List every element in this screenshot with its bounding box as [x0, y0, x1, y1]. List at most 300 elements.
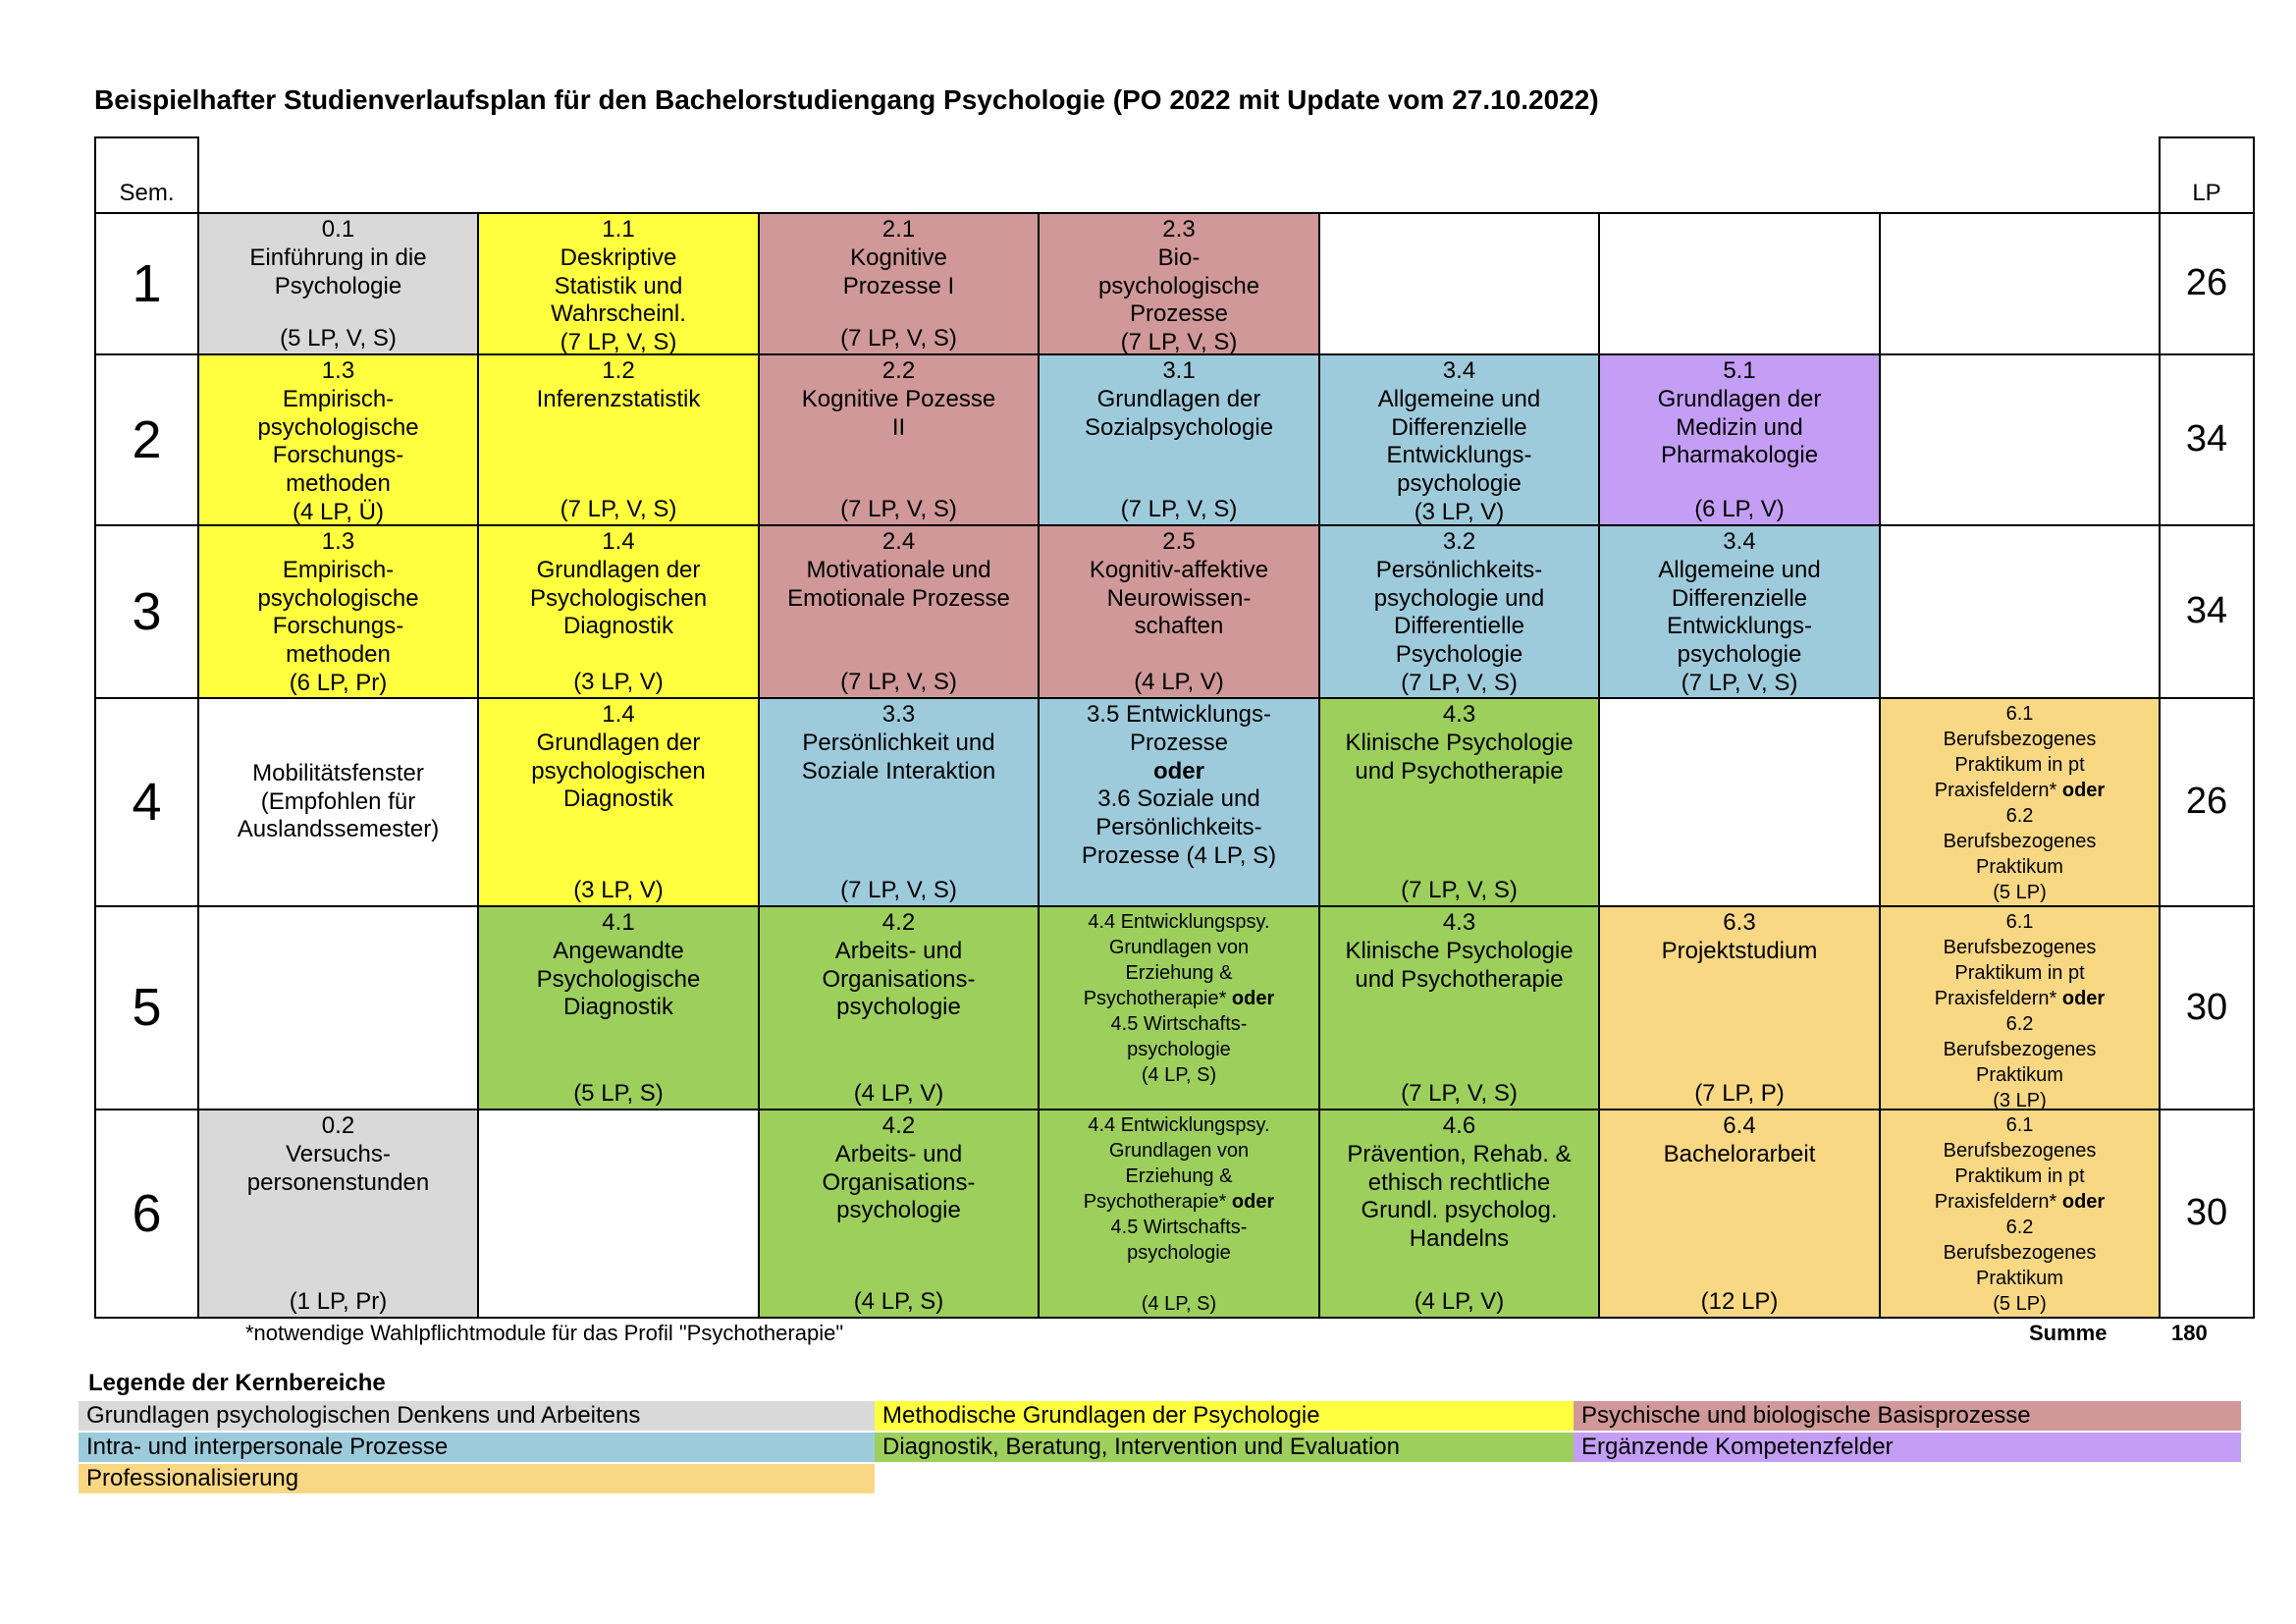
module-title-line: Motivationale und — [806, 556, 991, 583]
module-cell — [478, 213, 759, 354]
module-cell — [1880, 698, 2160, 906]
module-title — [551, 214, 686, 329]
module-credits — [293, 499, 384, 527]
module-title — [247, 1110, 429, 1197]
module-title — [249, 214, 426, 300]
module-title-line: Allgemeine und — [1658, 556, 1821, 583]
module-number: 0.2 — [321, 1112, 355, 1139]
module-title-line: Soziale Interaktion — [801, 757, 996, 785]
module-title — [1664, 1110, 1816, 1169]
module-title-line: Psychotherapie* oder — [1083, 1191, 1275, 1213]
module-title-line: Bio- — [1157, 244, 1201, 271]
legend-item: Methodische Grundlagen der Psychologie — [875, 1401, 1574, 1431]
credits-text: (6 LP, V) — [1694, 496, 1785, 523]
module-title-line: (3 LP) — [1993, 1090, 2047, 1111]
module-title-line: Diagnostik — [562, 994, 674, 1021]
module-cell — [478, 354, 759, 525]
module-number: 3.5 Entwicklungs- — [1086, 701, 1272, 728]
module-cell — [1599, 1110, 1880, 1318]
semester-number: 1 — [95, 213, 198, 354]
module-title-line: Projektstudium — [1661, 937, 1818, 964]
credits-text: (4 LP, S) — [853, 1288, 944, 1316]
credits-text: (7 LP, V, S) — [1681, 669, 1798, 696]
module-cell — [198, 213, 478, 354]
module-cell — [198, 354, 478, 525]
module-credits — [1415, 1288, 1505, 1317]
module-title-line: Praxisfeldern* oder — [1934, 780, 2106, 801]
semester-row — [95, 354, 2254, 525]
module-title — [1935, 907, 2105, 1113]
cell-text: (Empfohlen für — [260, 787, 416, 815]
module-cell — [1319, 525, 1599, 698]
header-row — [95, 137, 2254, 213]
module-title-line: Versuchs- — [286, 1140, 391, 1167]
module-title-line: Differentielle — [1394, 613, 1524, 640]
module-title-line: psychologische — [257, 413, 419, 441]
credits-text: (7 LP, V, S) — [840, 496, 957, 523]
module-cell — [759, 213, 1039, 354]
module-title-line: (5 LP) — [1993, 882, 2047, 903]
credits-text: (5 LP, V, S) — [280, 325, 397, 352]
module-title — [802, 699, 995, 785]
credits-text: (7 LP, V, S) — [1401, 877, 1518, 904]
credits-text: (7 LP, P) — [1694, 1080, 1785, 1108]
semester-lp: 30 — [2160, 1110, 2254, 1318]
module-title-line: psychologie und — [1373, 584, 1545, 612]
empty-cell — [1880, 525, 2160, 698]
module-title — [531, 699, 705, 814]
module-title-line: Diagnostik — [562, 785, 674, 813]
module-title-line: Entwicklungs- — [1666, 613, 1813, 640]
module-title-line: 6.2 — [2005, 1013, 2034, 1035]
header-spacer — [198, 137, 2160, 213]
credits-text: (7 LP, V, S) — [560, 329, 677, 356]
module-title-line: Kognitive Pozesse — [801, 385, 996, 412]
module-title-line: Prävention, Rehab. & — [1347, 1140, 1572, 1167]
credits-text: (3 LP, V) — [573, 877, 664, 904]
module-credits — [840, 496, 957, 524]
credits-text: (3 LP, V) — [1414, 498, 1505, 525]
module-title — [843, 214, 954, 300]
module-title-line: Bachelorarbeit — [1663, 1140, 1816, 1167]
module-title — [537, 907, 701, 1022]
module-title-line: Allgemeine und — [1377, 385, 1541, 412]
module-title-line: Psychologie — [274, 272, 402, 299]
module-title-line: (4 LP, S) — [1141, 1064, 1217, 1086]
module-title-line: Klinische Psychologie — [1345, 937, 1574, 964]
module-title-line: (5 LP) — [1993, 1293, 2047, 1315]
module-title-line: Psychologie — [1395, 641, 1523, 669]
credits-text: (7 LP, V, S) — [1120, 329, 1238, 356]
module-title — [1935, 699, 2105, 905]
module-title-line: Grundlagen von — [1108, 937, 1250, 958]
module-title — [530, 526, 707, 641]
module-credits — [1682, 670, 1798, 698]
module-cell — [1039, 906, 1319, 1110]
module-title-line: Grundlagen der — [536, 556, 701, 583]
credits-text: (7 LP, V, S) — [1401, 669, 1518, 696]
module-title-line: Praktikum in pt — [1954, 1165, 2085, 1187]
module-title — [257, 526, 418, 670]
study-plan-table — [94, 136, 2255, 1319]
module-title-line: Empirisch- — [282, 385, 395, 412]
module-credits — [290, 670, 388, 698]
module-title-line: Differenzielle — [1671, 584, 1808, 612]
module-title-line: psychologie — [1127, 1242, 1231, 1264]
summe-label: Summe — [2029, 1321, 2108, 1345]
module-number: 3.3 — [881, 701, 916, 728]
legend-item: Grundlagen psychologischen Denkens und Arbeitens — [79, 1401, 875, 1431]
credits-text: (5 LP, S) — [573, 1080, 664, 1108]
module-number: 4.3 — [1442, 909, 1476, 936]
credits-text: (4 LP, V) — [1134, 669, 1224, 696]
module-title — [802, 355, 995, 442]
module-cell — [198, 698, 478, 906]
module-title-line: und Psychotherapie — [1355, 965, 1564, 993]
page-title: Beispielhafter Studienverlaufsplan für den Bachelorstudiengang Psychologie (PO 2022 mit Update vom 27.10.2022) — [94, 84, 1599, 115]
module-number: 3.1 — [1162, 357, 1196, 384]
module-title — [537, 355, 701, 414]
semester-lp: 26 — [2160, 213, 2254, 354]
module-title — [1085, 355, 1273, 442]
empty-cell — [1599, 698, 1880, 906]
module-number: 2.1 — [881, 216, 916, 243]
module-title-line: Arbeits- und — [834, 937, 963, 964]
module-title — [787, 526, 1010, 613]
module-cell — [1319, 906, 1599, 1110]
module-title-line: psychologie — [1397, 470, 1522, 498]
module-number: 3.4 — [1723, 528, 1756, 555]
module-title — [1084, 907, 1275, 1088]
module-title-line: Prozesse — [1129, 729, 1229, 756]
semester-header: Sem. — [95, 137, 198, 213]
module-credits — [840, 325, 957, 353]
module-title-line: Praxisfeldern* oder — [1934, 988, 2106, 1009]
module-credits — [573, 877, 664, 905]
module-title-line: Berufsbezogenes — [1943, 937, 2097, 958]
module-title-line: Persönlichkeit und — [802, 729, 995, 756]
module-title-line: Berufsbezogenes — [1943, 729, 2097, 750]
cell-text: Mobilitätsfenster — [252, 759, 424, 786]
module-number: 5.1 — [1723, 357, 1756, 384]
module-title — [1935, 1110, 2105, 1317]
legend-item: Diagnostik, Beratung, Intervention und Evaluation — [875, 1433, 1574, 1462]
module-title-line: Berufsbezogenes — [1943, 1242, 2097, 1264]
credits-text: (7 LP, V, S) — [840, 325, 957, 352]
module-title-line: Angewandte — [553, 937, 684, 964]
module-credits — [280, 325, 397, 353]
semester-row — [95, 1110, 2254, 1318]
module-title-line: Persönlichkeits- — [1375, 556, 1543, 583]
module-title-line: Praktikum in pt — [1954, 754, 2085, 776]
credits-text: (4 LP, S) — [1141, 1293, 1217, 1315]
empty-cell — [1599, 213, 1880, 354]
module-title-line: Diagnostik — [562, 613, 674, 640]
module-credits — [1121, 496, 1238, 524]
module-title-line: Grundl. psycholog. — [1361, 1197, 1558, 1224]
module-credits — [1142, 1291, 1216, 1317]
module-title — [1084, 1110, 1275, 1266]
module-title — [822, 1110, 975, 1225]
module-credits — [840, 877, 957, 905]
module-title-line: Praktikum — [1976, 856, 2063, 878]
module-title-line: Einführung in die — [249, 244, 427, 271]
module-title-line: Organisations- — [822, 1168, 976, 1196]
module-title-line: psychologie — [836, 994, 961, 1021]
module-cell — [1039, 1110, 1319, 1318]
module-title-line: Kognitive — [850, 244, 947, 271]
credits-text: (4 LP, V) — [853, 1080, 944, 1108]
module-number: 6.1 — [2005, 911, 2034, 933]
legend-item: Psychische und biologische Basisprozesse — [1574, 1401, 2241, 1431]
module-number: 2.5 — [1162, 528, 1196, 555]
module-title-line: psychologie — [1127, 1039, 1231, 1060]
module-title-line: Prozesse — [1129, 300, 1229, 328]
module-title-line: Medizin und — [1676, 413, 1803, 441]
module-title-line: methoden — [286, 641, 391, 669]
credits-text: (4 LP, Ü) — [293, 498, 384, 525]
credits-text: (7 LP, V, S) — [840, 669, 957, 696]
empty-cell — [1319, 213, 1599, 354]
module-title — [1658, 355, 1822, 470]
credits-text: (4 LP, V) — [1414, 1288, 1505, 1316]
module-title — [1098, 214, 1259, 329]
module-number: 4.2 — [881, 909, 916, 936]
module-title-line: 6.2 — [2005, 805, 2034, 827]
module-cell — [198, 525, 478, 698]
module-title — [1090, 526, 1268, 641]
module-cell — [759, 525, 1039, 698]
module-title-line: Berufsbezogenes — [1943, 1039, 2097, 1060]
empty-cell — [198, 906, 478, 1110]
module-credits — [1401, 1080, 1518, 1109]
summe-value: 180 — [2171, 1321, 2208, 1345]
module-number: 1.3 — [321, 357, 355, 384]
module-title-line: Empirisch- — [282, 556, 395, 583]
module-title-line: Organisations- — [822, 965, 976, 993]
module-title-line: und Psychotherapie — [1355, 757, 1564, 785]
module-number: 1.1 — [602, 216, 635, 243]
module-title-line: Erziehung & — [1125, 1165, 1233, 1187]
module-number: 4.4 Entwicklungspsy. — [1088, 1114, 1270, 1136]
module-credits — [854, 1288, 944, 1317]
module-number: 3.2 — [1442, 528, 1476, 555]
module-credits — [573, 1080, 664, 1109]
module-title-line: Emotionale Prozesse — [787, 584, 1010, 612]
module-title-line: ethisch rechtliche — [1367, 1168, 1551, 1196]
module-title-line: Berufsbezogenes — [1943, 831, 2097, 852]
module-title-line: Sozialpsychologie — [1084, 413, 1274, 441]
module-cell — [1039, 525, 1319, 698]
module-title-line: personenstunden — [246, 1168, 430, 1196]
module-title-line: Psychologische — [536, 965, 701, 993]
module-title-line: Praktikum in pt — [1954, 962, 2085, 984]
module-title-line: oder — [1152, 757, 1204, 785]
credits-text: (7 LP, V, S) — [1120, 496, 1238, 523]
module-title — [1345, 699, 1573, 785]
module-number: 2.4 — [881, 528, 916, 555]
module-title-line: Arbeits- und — [834, 1140, 963, 1167]
module-title-line: 3.6 Soziale und — [1097, 785, 1260, 813]
credits-text: (7 LP, V, S) — [840, 877, 957, 904]
module-cell — [478, 525, 759, 698]
semester-number: 3 — [95, 525, 198, 698]
module-title-line: Handelns — [1409, 1225, 1510, 1253]
module-credits — [1134, 669, 1224, 697]
module-title-line: Berufsbezogenes — [1943, 1140, 2097, 1162]
module-title-line: psychologie — [1677, 641, 1802, 669]
module-cell — [1599, 906, 1880, 1110]
module-title-line: Klinische Psychologie — [1345, 729, 1574, 756]
module-cell — [1039, 354, 1319, 525]
semester-row — [95, 698, 2254, 906]
semester-lp: 26 — [2160, 698, 2254, 906]
semester-row — [95, 213, 2254, 354]
module-credits — [1694, 496, 1785, 524]
module-cell — [198, 1110, 478, 1318]
module-title-line: Prozesse I — [842, 272, 955, 299]
module-title-line: psychologische — [1097, 272, 1260, 299]
semester-number: 5 — [95, 906, 198, 1110]
empty-cell — [1880, 354, 2160, 525]
module-number: 4.1 — [602, 909, 635, 936]
module-cell — [1880, 1110, 2160, 1318]
module-title-line: 6.2 — [2005, 1217, 2034, 1238]
module-title-line: psychologische — [257, 584, 419, 612]
legend-title: Legende der Kernbereiche — [88, 1370, 386, 1396]
module-cell — [1319, 1110, 1599, 1318]
module-number: 1.3 — [321, 528, 355, 555]
module-cell — [1599, 525, 1880, 698]
module-number: 6.1 — [2005, 1114, 2034, 1136]
legend-item: Intra- und interpersonale Prozesse — [79, 1433, 875, 1462]
module-cell — [759, 698, 1039, 906]
module-title-line: Inferenzstatistik — [536, 385, 701, 412]
module-title-line: schaften — [1134, 613, 1224, 640]
module-title-line: Erziehung & — [1125, 962, 1233, 984]
semester-lp: 30 — [2160, 906, 2254, 1110]
module-title — [1345, 907, 1573, 994]
module-credits — [1701, 1288, 1779, 1317]
module-number: 0.1 — [321, 216, 355, 243]
module-cell — [759, 906, 1039, 1110]
module-credits — [561, 496, 677, 524]
module-number: 2.2 — [881, 357, 916, 384]
module-number: 6.4 — [1723, 1112, 1756, 1139]
module-cell — [759, 1110, 1039, 1318]
module-cell — [1039, 213, 1319, 354]
module-number: 6.3 — [1723, 909, 1756, 936]
module-number: 3.4 — [1442, 357, 1476, 384]
module-title-line: Statistik und — [554, 272, 683, 299]
module-title-line: Forschungs- — [272, 442, 404, 469]
module-title — [1658, 526, 1820, 670]
credits-text: (6 LP, Pr) — [289, 669, 388, 696]
legend-item: Professionalisierung — [79, 1464, 875, 1493]
module-number: 1.4 — [602, 528, 635, 555]
module-title — [1378, 355, 1540, 499]
module-title-line: Praxisfeldern* oder — [1934, 1191, 2106, 1213]
module-title — [822, 907, 975, 1022]
module-title-line: psychologie — [836, 1197, 961, 1224]
credits-text: (1 LP, Pr) — [289, 1288, 388, 1316]
credits-text: (7 LP, V, S) — [1401, 1080, 1518, 1108]
legend-item: Ergänzende Kompetenzfelder — [1574, 1433, 2241, 1462]
semester-row — [95, 525, 2254, 698]
module-title — [1662, 907, 1818, 966]
module-title-line: Entwicklungs- — [1386, 442, 1532, 469]
module-title — [1347, 1110, 1571, 1254]
module-title-line: Grundlagen der — [1657, 385, 1822, 412]
module-title-line: 4.5 Wirtschafts- — [1110, 1013, 1248, 1035]
module-title-line: methoden — [286, 470, 391, 498]
module-credits — [1401, 877, 1518, 905]
module-title-line: psychologischen — [531, 757, 706, 785]
module-title-line: Deskriptive — [560, 244, 677, 271]
module-number: 6.1 — [2005, 703, 2034, 725]
module-cell — [1319, 698, 1599, 906]
module-title-line: II — [891, 413, 906, 441]
module-title-line: Prozesse (4 LP, S) — [1081, 841, 1277, 869]
module-cell — [1599, 354, 1880, 525]
module-title-line: 4.5 Wirtschafts- — [1110, 1217, 1248, 1238]
module-credits — [1121, 329, 1238, 357]
module-title-line: Grundlagen von — [1108, 1140, 1250, 1162]
cell-text: Auslandssemester) — [237, 816, 440, 843]
semester-number: 2 — [95, 354, 198, 525]
module-credits — [1401, 670, 1518, 698]
module-title-line: Persönlichkeits- — [1095, 814, 1262, 841]
module-title-line: Neurowissen- — [1106, 584, 1252, 612]
module-title — [257, 355, 418, 499]
empty-cell — [1880, 213, 2160, 354]
credits-text: (3 LP, V) — [573, 669, 664, 696]
module-title-line: Forschungs- — [272, 613, 404, 640]
module-credits — [840, 669, 957, 697]
module-number: 2.3 — [1162, 216, 1196, 243]
semester-lp: 34 — [2160, 354, 2254, 525]
module-title-line: Praktikum — [1976, 1268, 2063, 1289]
module-title-line: Praktikum — [1976, 1064, 2063, 1086]
module-number: 4.4 Entwicklungspsy. — [1088, 911, 1270, 933]
module-credits — [1694, 1080, 1785, 1109]
module-number: 1.4 — [602, 701, 635, 728]
module-credits — [573, 669, 664, 697]
empty-cell — [478, 1110, 759, 1318]
module-credits — [1415, 499, 1505, 527]
module-cell — [478, 906, 759, 1110]
module-title — [1082, 699, 1276, 871]
module-cell — [1319, 354, 1599, 525]
module-number: 4.3 — [1442, 701, 1476, 728]
module-title-line: Differenzielle — [1391, 413, 1527, 441]
module-credits — [561, 329, 677, 357]
semester-lp: 34 — [2160, 525, 2254, 698]
credits-text: (12 LP) — [1700, 1288, 1779, 1316]
module-title-line: Psychologischen — [529, 584, 708, 612]
semester-number: 4 — [95, 698, 198, 906]
semester-row — [95, 906, 2254, 1110]
module-title-line: Grundlagen der — [1096, 385, 1261, 412]
semester-number: 6 — [95, 1110, 198, 1318]
module-cell — [478, 698, 759, 906]
module-title-line: Psychotherapie* oder — [1083, 988, 1275, 1009]
module-title-line: Grundlagen der — [536, 729, 701, 756]
module-credits — [290, 1288, 388, 1317]
module-number: 4.2 — [881, 1112, 916, 1139]
module-title-line: Pharmakologie — [1660, 442, 1819, 469]
module-title — [1374, 526, 1544, 670]
